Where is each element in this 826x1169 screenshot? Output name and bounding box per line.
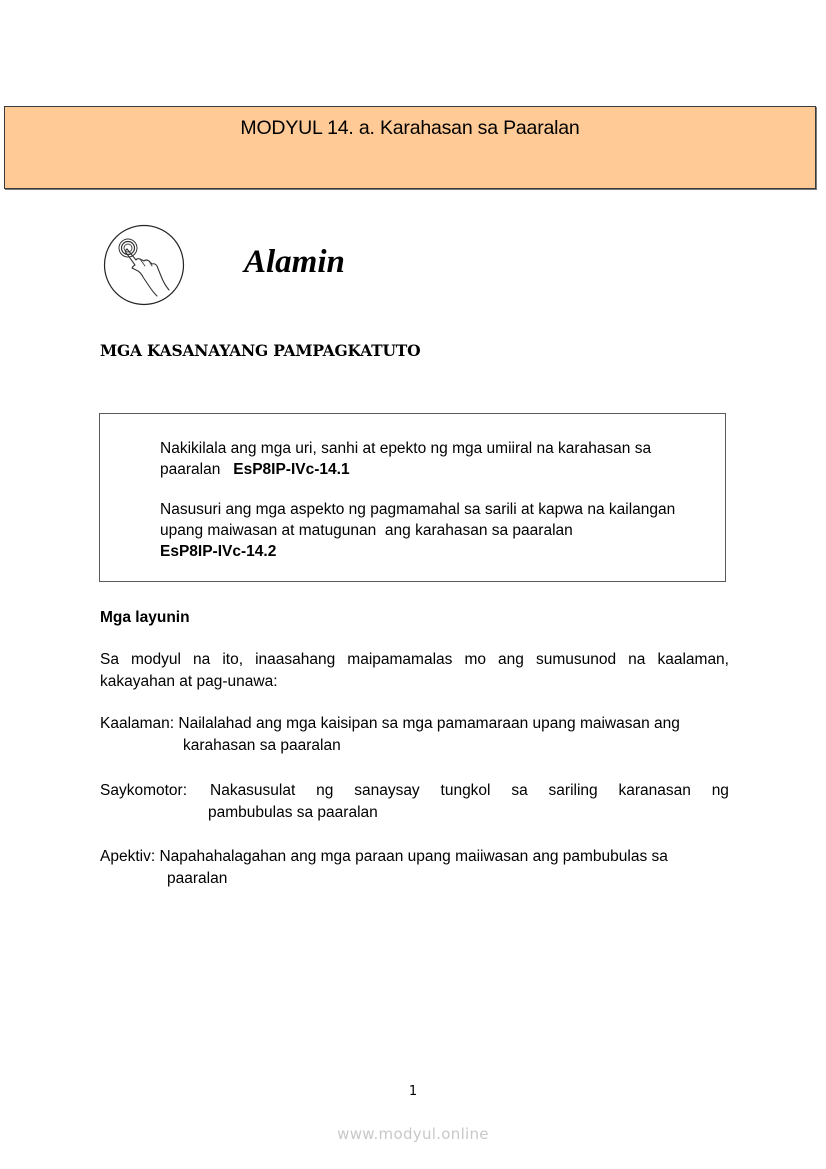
page-number: 1	[408, 1084, 418, 1099]
objective-kaalaman	[100, 713, 729, 757]
hand-pointing-button-icon	[103, 224, 185, 306]
competency-code: EsP8IP-IVc-14.2	[160, 543, 277, 560]
objectives-heading: Mga layunin	[100, 609, 190, 626]
competency-text-continued: upang maiwasan at matugunan ang karahasan sa paaralan	[160, 522, 573, 539]
watermark-link[interactable]: www.modyul.online	[337, 1125, 489, 1143]
objective-label: Apektiv:	[100, 848, 156, 865]
objectives-intro: Sa modyul na ito, inaasahang maipamamalas mo ang sumusunod na kaalaman, kakayahan at pag-unawa:	[100, 651, 729, 690]
objective-text: Nakasusulat ng sanaysay tungkol sa sariling karanasan ng	[210, 782, 729, 799]
competency-text: Nakikilala ang mga uri, sanhi at epekto ng mga umiiral na karahasan sa	[160, 440, 652, 457]
objective-text: Napahahalagahan ang mga paraan upang maiiwasan ang pambubulas sa	[159, 848, 668, 865]
competency-item-2	[160, 499, 725, 562]
objective-text-continued: karahasan sa paaralan	[183, 737, 341, 754]
objective-saykomotor	[100, 780, 729, 824]
objective-label: Kaalaman:	[100, 715, 175, 732]
competencies-box	[99, 413, 726, 582]
module-header-banner	[4, 106, 816, 189]
objective-text-continued: pambubulas sa paaralan	[208, 804, 378, 821]
competency-text-continued: paaralan EsP8IP-IVc-14.1	[160, 461, 350, 478]
competency-text: Nasusuri ang mga aspekto ng pagmamahal sa sarili at kapwa na kailangan	[160, 501, 676, 518]
objective-apektiv	[100, 846, 729, 890]
objective-label: Saykomotor:	[100, 782, 188, 799]
module-title: MODYUL 14. a. Karahasan sa Paaralan	[240, 117, 580, 139]
competency-code: EsP8IP-IVc-14.1	[233, 461, 350, 478]
alamin-section-title: Alamin	[244, 244, 345, 280]
competency-item-1	[160, 438, 725, 480]
objective-text-continued: paaralan	[167, 870, 228, 887]
objective-text: Nailalahad ang mga kaisipan sa mga pamamaraan upang maiwasan ang	[178, 715, 680, 732]
competencies-heading: MGA KASANAYANG PAMPAGKATUTO	[100, 341, 421, 360]
